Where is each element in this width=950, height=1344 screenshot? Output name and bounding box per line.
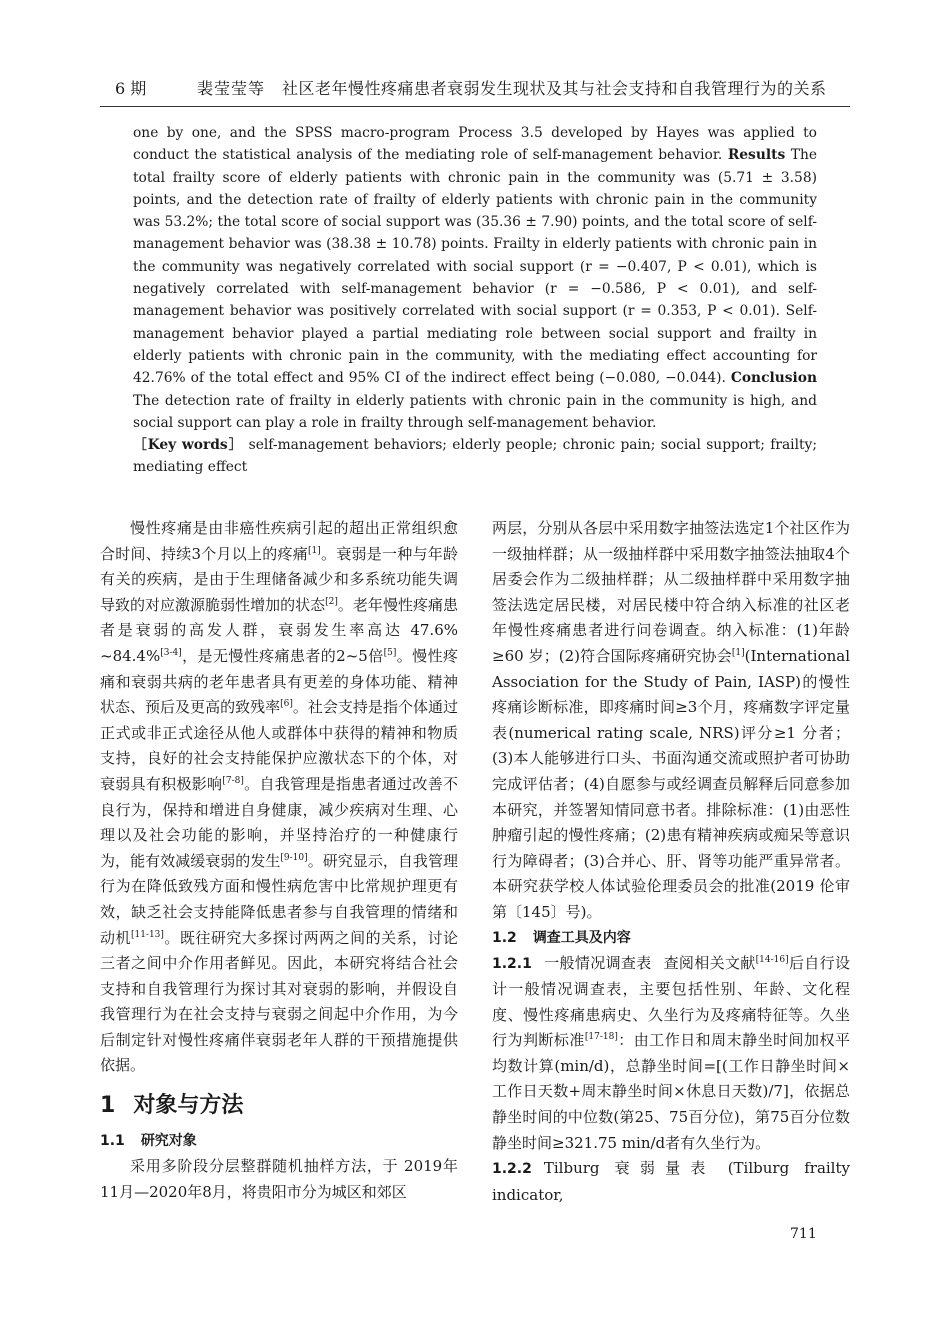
citation: [11-13] [130,929,164,940]
citation: [5] [383,647,397,658]
intro-paragraph [100,516,458,1079]
intro-text: 。衰弱是一种与年龄有关的疾病，是由于生理储备减少和多系统功能失调导致的对应激源脆弱性增加的状态 [100,544,458,614]
keywords-label: ［Key words］ [133,437,244,454]
subsubsection-title: 一般情况调查表 [543,953,652,972]
page-number: 711 [790,1226,817,1242]
citation: [17-18] [584,1032,618,1043]
abstract-conclusion-text: The detection rate of frailty in elderly patients with chronic pain in the community is high, and social support can play a role in frailty through self-management behavior. [133,392,817,431]
english-abstract [133,122,817,479]
body-text: (Tilburg frailty indicator, [492,1159,850,1204]
subsubsection-title: Tilburg 衰弱量表 [543,1159,716,1178]
conclusion-label: Conclusion [730,370,817,387]
citation: [9-10] [280,852,308,863]
citation: [3-4] [160,647,182,658]
section-number: 1 [100,1093,116,1119]
intro-text: 慢性疼痛是由非癌性疾病引起的超出正常组织愈合时间、持续3个月以上的疼痛 [100,519,458,563]
intro-text: 。慢性疼痛和衰弱共病的老年患者具有更差的身体功能、精神状态、预后及更高的致残率 [100,646,458,717]
intro-text: ，是无慢性疼痛患者的2~5倍 [181,646,384,665]
running-header [100,78,850,104]
methods-continued-paragraph [492,516,850,926]
citation: [6] [280,699,293,710]
abstract-body [133,122,817,434]
intro-text: 。社会支持是指个体通过正式或非正式途径从他人或群体中获得的精神和物质支持，良好的社会支持能保护应激状态下的个体，对衰弱具有积极影响 [100,698,458,793]
intro-text: 。老年慢性疼痛患者是衰弱的高发人群，衰弱发生率高达 47.6% ~84.4% [100,595,458,665]
header-authors: 裴莹莹等 [197,79,266,98]
left-column [100,516,458,1205]
subsection-title: 调查工具及内容 [532,929,631,946]
subsection-title: 研究对象 [140,1133,197,1150]
body-text: 查阅相关文献 [663,953,756,972]
subsubsection-number: 1.2.2 [492,1161,532,1178]
subsection-number: 1.1 [100,1133,125,1150]
paragraph-1-2-2 [492,1156,850,1208]
subsubsection-number: 1.2.1 [492,955,532,972]
subsection-heading-1-2 [492,926,850,951]
citation: [7-8] [222,775,244,786]
body-text: ：由工作日和周末静坐时间加权平均数计算(min/d)，总静坐时间=[(工作日静坐时间×工作日天数+周末静坐时间×休息日天数)/7]，依据总静坐时间的中位数(第25、75百分位)，第75百分位数静坐时间≥321.75 min/d者有久坐行为。 [492,1031,850,1152]
keywords-text: self-management behaviors; elderly people; chronic pain; social support; frailty; mediating effect [133,437,817,476]
subsection-heading-1-1 [100,1129,458,1154]
citation: [1] [731,647,745,658]
results-label: Results [727,147,786,164]
header-divider [100,106,850,107]
abstract-methods-tail: one by one, and the SPSS macro-program Process 3.5 developed by Hayes was applied to conduct the statistical analysis of the mediating role of self-management behavior. [133,125,817,164]
methods-paragraph: 采用多阶段分层整群随机抽样方法，于 2019年11月—2020年8月，将贵阳市分为城区和郊区 [100,1157,458,1201]
issue-number: 6 期 [115,79,147,98]
citation: [14-16] [755,954,789,965]
header-title: 社区老年慢性疼痛患者衰弱发生现状及其与社会支持和自我管理行为的关系 [282,79,827,98]
methods-text: (International Association for the Study of Pain, IASP)的慢性疼痛诊断标准，即疼痛时间≥3个月，疼痛数字评定量表(numerical rating scale, NRS)评分≥1 分者；(3)本人能够进行口头、书面沟通交流或照护者可协助完成评估者；(4)自愿参与或经调查员解释后同意参加本研究，并签署知情同意书者。排除标准：(1)由恶性肿瘤引起的慢性疼痛；(2)患有精神疾病或痴呆等意识行为障碍者；(3)合并心、肝、肾等功能严重异常者。本研究获学校人体试验伦理委员会的批准(2019 伦审第〔145〕号)。 [492,646,850,921]
section-heading-1 [100,1091,458,1121]
keywords-line [133,434,817,479]
intro-text: 。自我管理是指患者通过改善不良行为，保持和增进自身健康，减少疾病对生理、心理以及社会功能的影响，并坚持治疗的一种健康行为，能有效减缓衰弱的发生 [100,774,458,870]
section-title: 对象与方法 [133,1093,244,1119]
intro-text: 。研究显示，自我管理行为在降低致残方面和慢性病危害中比常规护理更有效，缺乏社会支持能降低患者参与自我管理的情绪和动机 [100,851,458,947]
citation: [2] [325,596,338,607]
paragraph-1-2-1 [492,951,850,1157]
methods-text: 两层，分别从各层中采用数字抽签法选定1个社区作为一级抽样群；从一级抽样群中采用数字抽签法抽取4个居委会作为二级抽样群；从二级抽样群中采用数字抽签法选定居民楼，对居民楼中符合纳入标准的社区老年慢性疼痛患者进行问卷调查。纳入标准：(1)年龄≥60 岁；(2)符合国际疼痛研究协会 [492,519,850,665]
abstract-results-text: The total frailty score of elderly patients with chronic pain in the community was (5.71 ± 3.58) points, and the detection rate of frailty of elderly patients with chronic pain in the community was 53.2%; the total score of social support was (35.36 ± 7.90) points, and the total score of self-management behavior was (38.38 ± 10.78) points. Frailty in elderly patients with chronic pain in the community was negatively correlated with social support (r = −0.407, P < 0.01), which is negatively correlated with self-management behavior (r = −0.586, P < 0.01), and self-management behavior was positively correlated with social support (r = 0.353, P < 0.01). Self-management behavior played a partial mediating role between social support and frailty in elderly patients with chronic pain in the community, with the mediating effect accounting for 42.76% of the total effect and 95% CI of the indirect effect being (−0.080, −0.044). [133,147,818,387]
intro-text: 。既往研究大多探讨两两之间的关系，讨论三者之间中介作用者鲜见。因此，本研究将结合社会支持和自我管理行为探讨其对衰弱的影响，并假设自我管理行为在社会支持与衰弱之间起中介作用，为今后制定针对慢性疼痛伴衰弱老年人群的干预措施提供依据。 [100,928,458,1075]
citation: [1] [308,545,321,556]
right-column [492,516,850,1208]
subsection-number: 1.2 [492,929,517,946]
body-text: 后自行设计一般情况调查表，主要包括性别、年龄、文化程度、慢性疼痛患病史、久坐行为及疼痛特征等。久坐行为判断标准 [492,953,850,1050]
